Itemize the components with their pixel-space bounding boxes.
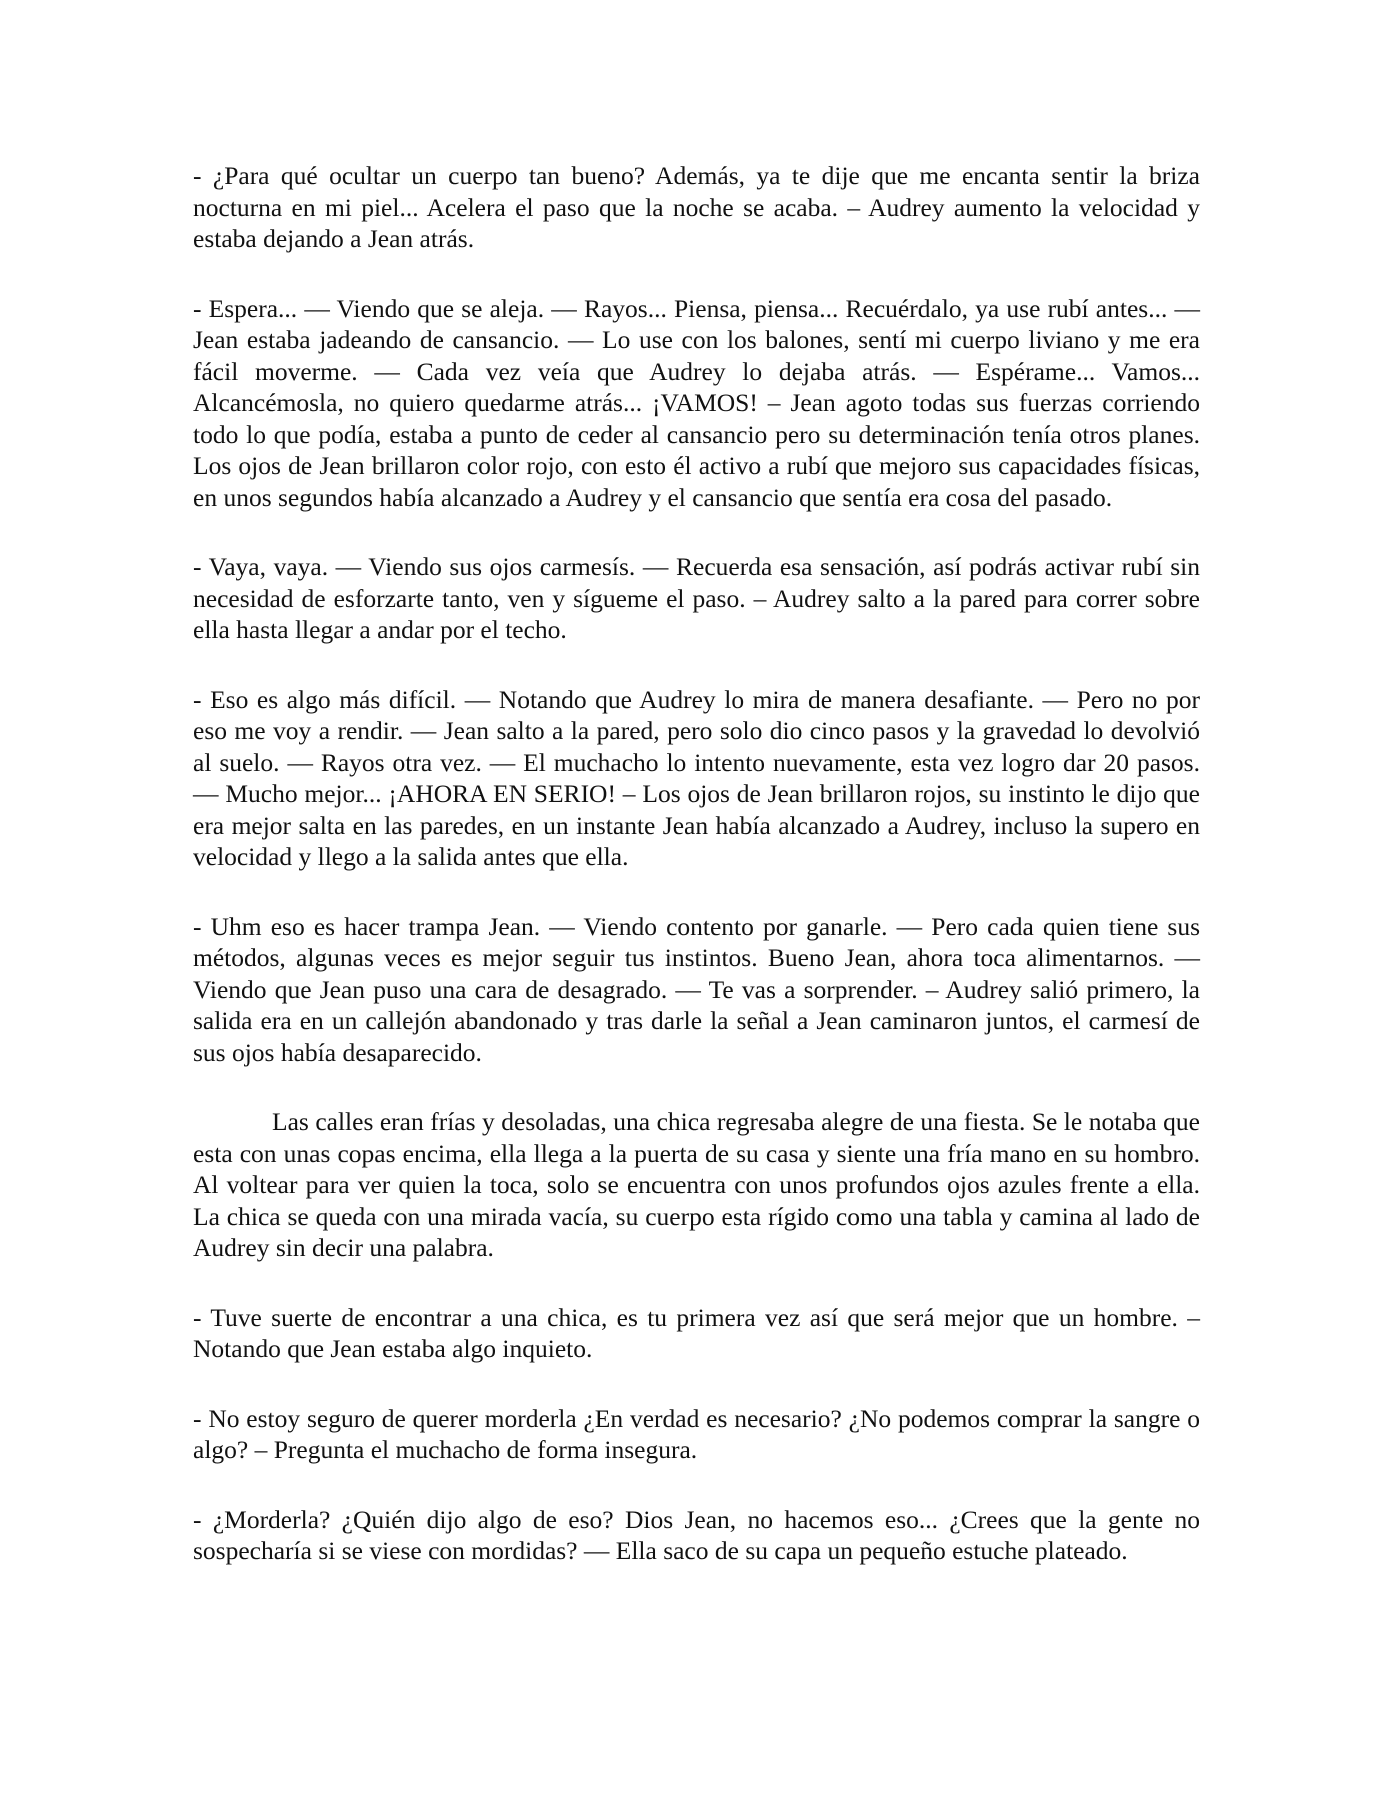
paragraph-3: - Vaya, vaya. — Viendo sus ojos carmesís. — Recuerda esa sensación, así podrás activar rubí sin necesidad de esforzarte tanto, ven y sígueme el paso. – Audrey salto a la pared para correr sobre ella hasta llegar a andar por el techo. <box>193 552 1200 644</box>
paragraph-2: - Espera... — Viendo que se aleja. — Rayos... Piensa, piensa... Recuérdalo, ya use rubí antes... — Jean estaba jadeando de cansancio. — Lo use con los balones, sentí mi cuerpo liviano y me era fácil moverme. — Cada vez veía que Audrey lo dejaba atrás. — Espérame... Vamos... Alcancémosla, no quiero quedarme atrás... ¡VAMOS! – Jean agoto todas sus fuerzas corriendo todo lo que podía, estaba a punto de ceder al cansancio pero su determinación tenía otros planes. Los ojos de Jean brillaron color rojo, con esto él activo a rubí que mejoro sus capacidades físicas, en unos segundos había alcanzado a Audrey y el cansancio que sentía era cosa del pasado. <box>193 293 1200 512</box>
paragraph-5: - Uhm eso es hacer trampa Jean. — Viendo contento por ganarle. — Pero cada quien tiene sus métodos, algunas veces es mejor seguir tus instintos. Bueno Jean, ahora toca alimentarnos. — Viendo que Jean puso una cara de desagrado. — Te vas a sorprender. – Audrey salió primero, la salida era en un callejón abandonado y tras darle la señal a Jean caminaron juntos, el carmesí de sus ojos había desaparecido. <box>193 911 1200 1067</box>
paragraph-7: - Tuve suerte de encontrar a una chica, es tu primera vez así que será mejor que un hombre. – Notando que Jean estaba algo inquieto. <box>193 1302 1200 1363</box>
paragraph-1: - ¿Para qué ocultar un cuerpo tan bueno? Además, ya te dije que me encanta sentir la briza nocturna en mi piel... Acelera el paso que la noche se acaba. – Audrey aumento la velocidad y estaba dejando a Jean atrás. <box>193 161 1200 253</box>
paragraph-9: - ¿Morderla? ¿Quién dijo algo de eso? Dios Jean, no hacemos eso... ¿Crees que la gente no sospecharía si se viese con mordidas? — Ella saco de su capa un pequeño estuche plateado. <box>193 1504 1200 1565</box>
paragraph-8: - No estoy seguro de querer morderla ¿En verdad es necesario? ¿No podemos comprar la sangre o algo? – Pregunta el muchacho de forma insegura. <box>193 1403 1200 1464</box>
paragraph-4: - Eso es algo más difícil. — Notando que Audrey lo mira de manera desafiante. — Pero no por eso me voy a rendir. — Jean salto a la pared, pero solo dio cinco pasos y la gravedad lo devolvió al suelo. — Rayos otra vez. — El muchacho lo intento nuevamente, esta vez logro dar 20 pasos. — Mucho mejor... ¡AHORA EN SERIO! – Los ojos de Jean brillaron rojos, su instinto le dijo que era mejor salta en las paredes, en un instante Jean había alcanzado a Audrey, incluso la supero en velocidad y llego a la salida antes que ella. <box>193 684 1200 871</box>
document-page <box>193 160 1200 1567</box>
paragraph-6: Las calles eran frías y desoladas, una chica regresaba alegre de una fiesta. Se le notaba que esta con unas copas encima, ella llega a la puerta de su casa y siente una fría mano en su hombro. Al voltear para ver quien la toca, solo se encuentra con unos profundos ojos azules frente a ella. La chica se queda con una mirada vacía, su cuerpo esta rígido como una tabla y camina al lado de Audrey sin decir una palabra. <box>193 1107 1200 1262</box>
